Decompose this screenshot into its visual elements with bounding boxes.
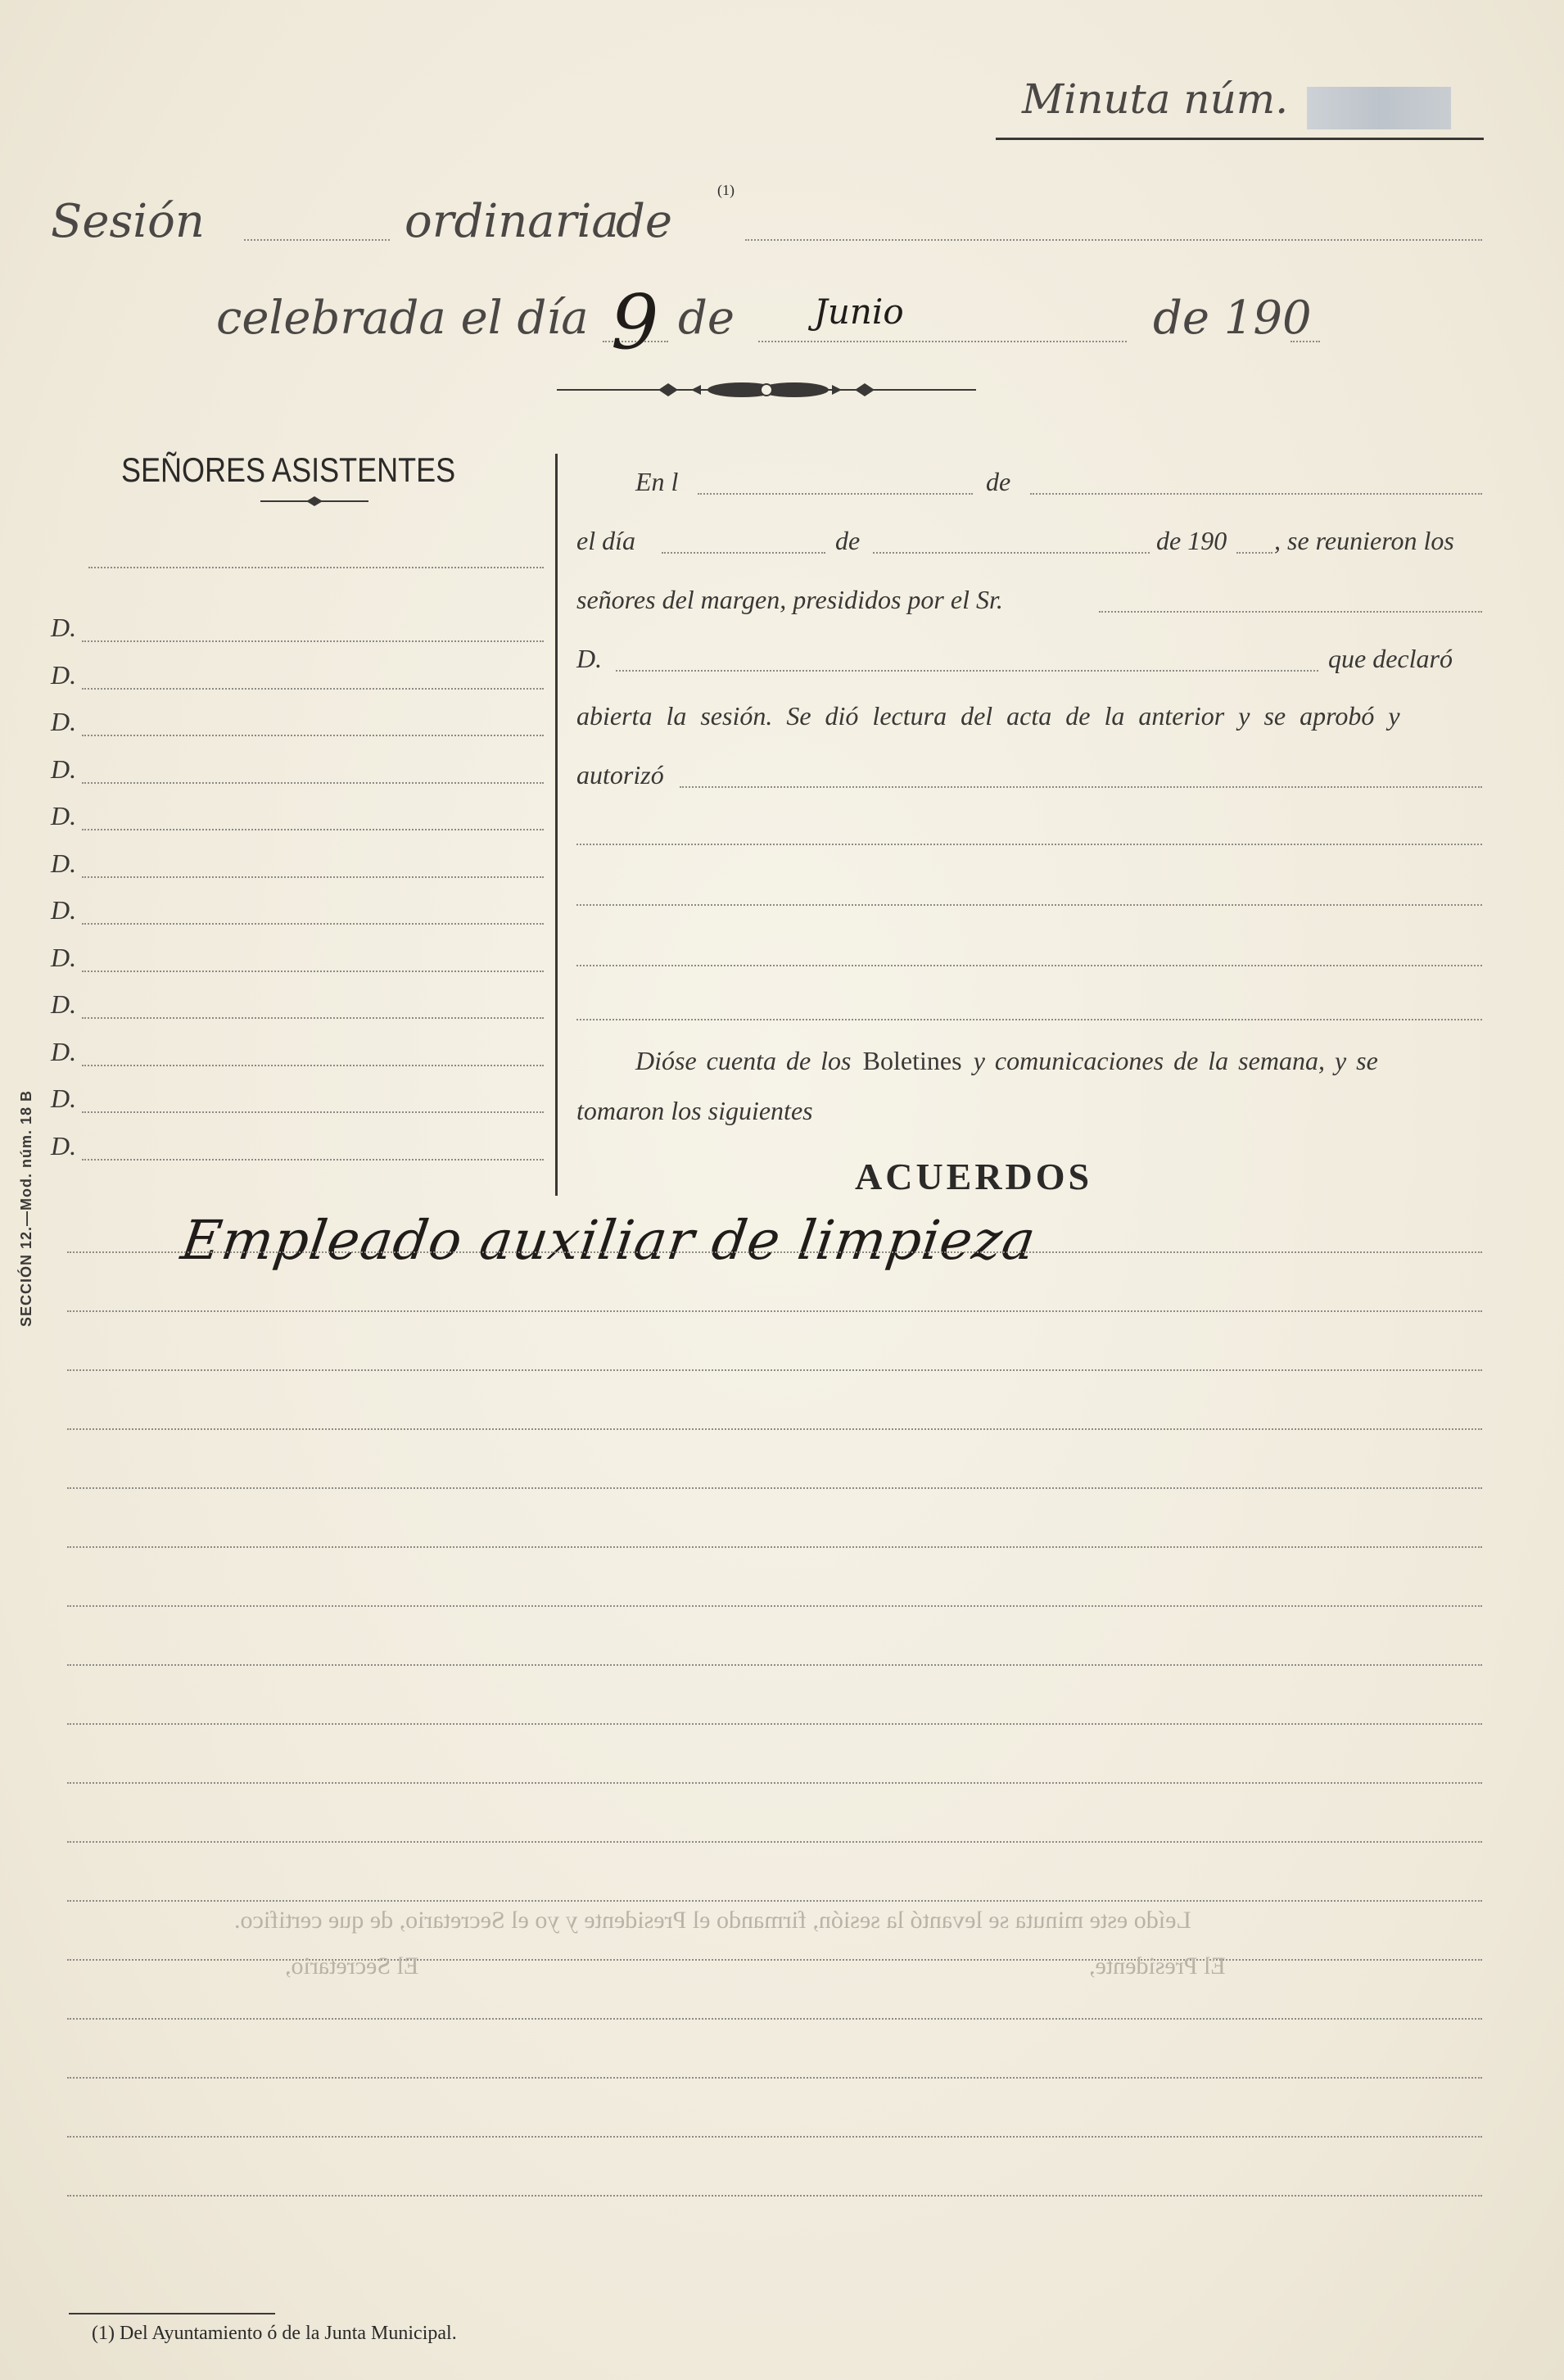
text-autorizo: autorizó (576, 760, 664, 790)
text-senores: señores del margen, presididos por el Sr. (576, 585, 1003, 614)
ruled-line (67, 1546, 1482, 1548)
title-celebrada: celebrada el día (216, 292, 589, 345)
footnote-text: (1) Del Ayuntamiento ó de la Junta Municipal. (92, 2323, 457, 2344)
text-de: de (835, 526, 861, 555)
ruled-line (67, 2018, 1482, 2020)
ruled-line (67, 1487, 1482, 1489)
footnote-ref: (1) (717, 182, 735, 198)
handwritten-month: Junio (814, 292, 904, 332)
dotted-line (1030, 493, 1482, 495)
ruled-line (67, 1664, 1482, 1666)
asistente-label: D. (51, 1131, 77, 1161)
minuta-label: Minuta núm. (1022, 75, 1289, 123)
asistentes-heading: SEÑORES ASISTENTES (121, 450, 456, 490)
margin-section-text: SECCIÓN 12.—Mod. núm. 18 B (18, 1089, 34, 1327)
ruled-line (67, 1369, 1482, 1371)
ruled-line (67, 1723, 1482, 1725)
handwritten-entry: Empleado auxiliar de limpieza (177, 1209, 1040, 1272)
ruled-line (67, 1428, 1482, 1430)
ruled-line (67, 1782, 1482, 1784)
title-ordinaria: ordinaria (405, 195, 619, 248)
minuta-number-field (1307, 87, 1451, 129)
asistente-label: D. (51, 707, 77, 736)
bleed-through-presidente: El Presidente, (1089, 1952, 1226, 1980)
title-sesion: Sesión (51, 195, 205, 248)
text-declaro: que declaró (1328, 644, 1453, 673)
text-de: de (986, 467, 1011, 496)
asistente-dotted-line (82, 782, 544, 784)
dotted-line (662, 552, 825, 554)
asistente-dotted-line (82, 640, 544, 642)
asistente-dotted-line (82, 829, 544, 830)
asistente-label: D. (51, 613, 77, 642)
ruled-line (67, 1900, 1482, 1902)
asistente-label: D. (51, 895, 77, 925)
text-abierta: abierta la sesión. Se dió lectura del acta de la anterior y se aprobó y (576, 701, 1400, 731)
asistente-label: D. (51, 660, 77, 690)
handwritten-day: 9 (611, 278, 659, 366)
title-de-2: de (678, 292, 735, 345)
ruled-line (67, 1605, 1482, 1607)
asistente-dotted-line (82, 876, 544, 878)
asistente-label: D. (51, 989, 77, 1019)
text-diose-c: y comunicaciones de la semana, y se (973, 1046, 1378, 1075)
title-de: de (616, 195, 672, 248)
dotted-line (873, 552, 1150, 554)
asistente-dotted-line (82, 1111, 544, 1113)
dotted-line (758, 341, 1127, 342)
column-divider (555, 454, 558, 1196)
dotted-line (1099, 611, 1482, 613)
asistente-label: D. (51, 943, 77, 972)
ruled-line (67, 1841, 1482, 1843)
text-d: D. (576, 644, 603, 673)
asistente-label: D. (51, 1037, 77, 1066)
text-diose (635, 1045, 1378, 1076)
title-de-year: de 190 (1153, 292, 1312, 345)
dotted-line (698, 493, 973, 495)
ruled-line (67, 2077, 1482, 2079)
ruled-line (67, 1251, 1482, 1253)
dotted-line (1291, 341, 1320, 342)
asistente-dotted-line (82, 923, 544, 925)
bleed-through-secretario: El Secretario, (285, 1952, 419, 1980)
asistente-label: D. (51, 754, 77, 784)
text-reunieron: , se reunieron los (1274, 526, 1454, 555)
asistente-dotted-line (82, 688, 544, 690)
asistente-dotted-line (82, 1159, 544, 1161)
footnote-rule (69, 2313, 275, 2314)
text-de-190: de 190 (1156, 526, 1227, 555)
minuta-underline (996, 138, 1484, 140)
asistente-label: D. (51, 1084, 77, 1113)
asistente-dotted-line (82, 1017, 544, 1019)
dotted-line (576, 844, 1482, 845)
dotted-line (576, 965, 1482, 966)
text-en-l: En l (635, 467, 679, 496)
ruled-line (67, 2136, 1482, 2138)
heading-ornament (260, 495, 368, 508)
asistente-label: D. (51, 801, 77, 830)
text-el-dia: el día (576, 526, 635, 555)
dotted-line (88, 567, 544, 568)
dotted-line (616, 670, 1318, 672)
bleed-through-line1: Leído este minuta se levantó la sesión, firmando el Presidente y yo el Secretario, de que certifico. (234, 1907, 1191, 1934)
dotted-line (576, 1019, 1482, 1020)
asistente-dotted-line (82, 735, 544, 736)
dotted-line (244, 239, 390, 241)
asistente-dotted-line (82, 1065, 544, 1066)
ruled-line (67, 1959, 1482, 1961)
dotted-line (576, 904, 1482, 906)
text-tomaron: tomaron los siguientes (576, 1096, 813, 1125)
dotted-line (1236, 552, 1272, 554)
dotted-line (680, 786, 1482, 788)
ruled-line (67, 1310, 1482, 1312)
ruled-line (67, 2195, 1482, 2197)
asistente-label: D. (51, 848, 77, 878)
text-diose-a: Dióse cuenta de los (635, 1046, 852, 1075)
acuerdos-heading: ACUERDOS (855, 1156, 1093, 1197)
dotted-line (745, 239, 1482, 241)
asistente-dotted-line (82, 971, 544, 972)
text-boletines: Boletines (862, 1046, 962, 1075)
ornament-divider (557, 372, 976, 408)
